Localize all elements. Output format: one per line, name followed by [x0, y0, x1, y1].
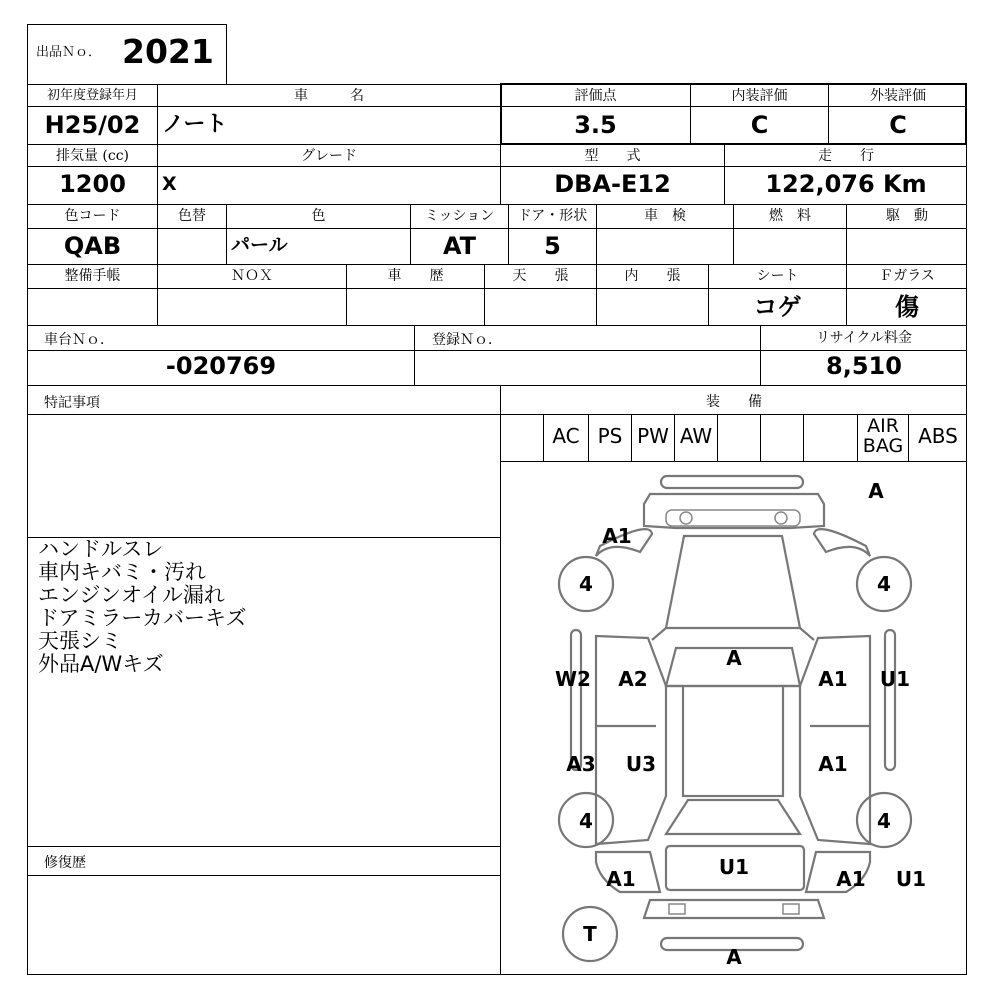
mark-door-front-right-outer: U1 [879, 667, 911, 691]
mileage-label: 走 行 [818, 148, 874, 164]
lot-number-value: 2021 [122, 32, 214, 71]
grade-label: グレード [301, 148, 357, 164]
interior-grade-value: C [750, 111, 769, 139]
interior-trim-label: 内 張 [624, 268, 681, 284]
rear-bumper-shape [644, 900, 824, 918]
mark-door-rear-left: U3 [625, 752, 657, 776]
repair-history-label: 修復歴 [44, 855, 86, 871]
repaint-label: 色替 [178, 208, 206, 224]
car-name-value: ノート [162, 112, 228, 137]
first-registration-label: 初年度登録年月 [46, 88, 138, 103]
vehicle-history-label: 車 歴 [387, 268, 444, 284]
color-label: 色 [311, 208, 326, 224]
windshield-shape [666, 536, 800, 628]
model-code-value: DBA-E12 [554, 170, 671, 198]
model-code-label: 型 式 [584, 148, 641, 164]
mark-windshield: A1 [602, 524, 632, 548]
inspection-label: 車 検 [644, 208, 686, 224]
first-registration-value: H25/02 [44, 111, 141, 139]
equipment-ac: AC [552, 424, 580, 448]
equipment-pw: PW [637, 424, 669, 448]
exterior-grade-value: C [889, 111, 907, 139]
mark-front-bumper: A [868, 479, 884, 503]
mark-roof: A [726, 646, 742, 670]
transmission-label: ミッション [424, 208, 495, 224]
color-code-label: 色コード [64, 208, 121, 224]
door-shape-label: ドア・形状 [517, 208, 588, 224]
equipment-aw: AW [679, 424, 713, 448]
equipment-label: 装 備 [706, 394, 762, 410]
recycle-fee-label: リサイクル料金 [815, 330, 913, 346]
mark-rear-quarter-right-outer: U1 [895, 867, 927, 891]
displacement-label: 排気量 (cc) [55, 148, 130, 164]
mark-tire-rear-left: 4 [579, 809, 593, 833]
mark-door-front-right: A1 [818, 667, 848, 691]
seat-label: シート [756, 268, 799, 284]
mark-hatch: U1 [718, 855, 750, 879]
mark-door-front-left: A2 [618, 667, 648, 691]
transmission-value: AT [442, 232, 477, 260]
score-value: 3.5 [574, 111, 617, 139]
equipment-airbag [858, 416, 908, 456]
note-line: エンジンオイル漏れ [38, 583, 225, 607]
mark-door-front-left-outer: W2 [555, 667, 591, 691]
chassis-number-label: 車台Ｎｏ． [44, 332, 114, 348]
car-body-diagram [501, 462, 967, 974]
mark-tire-front-left: 4 [579, 572, 593, 596]
displacement-value: 1200 [59, 170, 126, 198]
lot-number-label: 出品Ｎｏ． [36, 45, 102, 60]
front-glass-label: Ｆガラス [879, 268, 935, 284]
maintenance-record-label: 整備手帳 [64, 268, 121, 284]
mark-tire-front-right: 4 [877, 572, 891, 596]
equipment-abs: ABS [918, 424, 958, 448]
mileage-value: 122,076 Km [765, 170, 927, 198]
grade-value: X [162, 173, 177, 195]
fuel-label: 燃 料 [769, 208, 811, 224]
door-shape-value: 5 [544, 232, 561, 260]
mark-rear-bumper: A [726, 945, 742, 969]
mark-spare-tire: T [583, 922, 597, 946]
note-line: 外品A/Wキズ [38, 652, 164, 676]
color-code-value: QAB [63, 232, 122, 260]
front-bumper-shape [661, 476, 803, 488]
mark-rear-quarter-left: A1 [606, 867, 636, 891]
mark-rear-quarter-right: A1 [836, 867, 866, 891]
note-line: 車内キバミ・汚れ [38, 560, 206, 584]
note-line: 天張シミ [38, 629, 122, 653]
color-value: パール [231, 234, 288, 256]
note-line: ハンドルスレ [38, 537, 164, 561]
airbag-line1: AIR [867, 415, 899, 437]
mark-door-rear-right: A1 [818, 752, 848, 776]
roof-lining-label: 天 張 [512, 268, 569, 284]
nox-label: ＮＯＸ [231, 268, 273, 284]
notes-label: 特記事項 [44, 395, 100, 411]
score-label: 評価点 [574, 88, 617, 104]
recycle-fee-value: 8,510 [826, 352, 902, 380]
chassis-number-value: -020769 [165, 352, 277, 380]
interior-grade-label: 内装評価 [731, 88, 788, 104]
rear-glass-shape [666, 800, 800, 834]
front-glass-value: 傷 [895, 293, 919, 321]
drive-label: 駆 動 [886, 208, 928, 224]
seat-value: コゲ [753, 293, 802, 321]
equipment-ps: PS [597, 424, 623, 448]
airbag-line2: BAG [862, 435, 904, 457]
exterior-grade-label: 外装評価 [870, 88, 926, 104]
mark-door-rear-left-outer: A3 [566, 752, 596, 776]
mark-tire-rear-right: 4 [877, 809, 891, 833]
registration-number-label: 登録Ｎｏ． [432, 332, 502, 348]
front-fender-right [814, 529, 870, 556]
car-name-label: 車 名 [294, 88, 364, 104]
note-line: ドアミラーカバーキズ [38, 606, 247, 630]
